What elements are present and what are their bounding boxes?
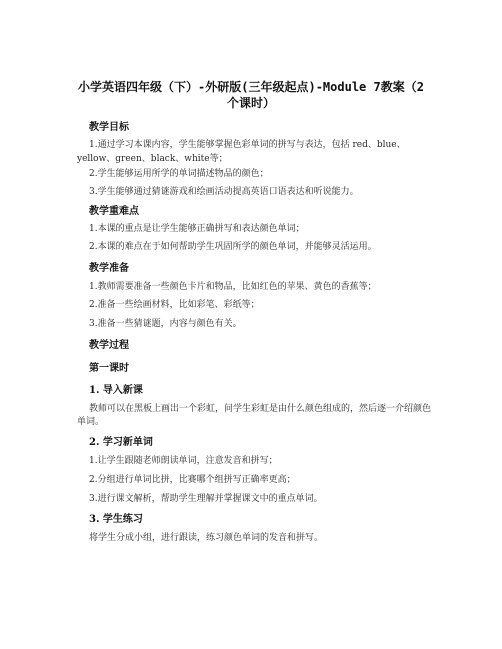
goal-item-1b: yellow、green、black、white等；	[77, 154, 228, 164]
keypoints-heading: 教学重难点	[89, 206, 139, 217]
keypoint-item-1: 1.本课的重点是让学生能够正确拼写和表达颜色单词；	[89, 224, 305, 234]
step-3-heading: 3. 学生练习	[89, 514, 143, 525]
document-title-line-1: 小学英语四年级（下）-外研版(三年级起点)-Module 7教案（2	[78, 80, 424, 94]
step-2-item-3: 3.进行课文解析，帮助学生理解并掌握课文中的重点单词。	[89, 494, 323, 504]
document-title-line-2: 个课时）	[226, 96, 275, 110]
prep-item-1: 1.教师需要准备一些颜色卡片和物品，比如红色的苹果、黄色的香蕉等；	[89, 282, 377, 292]
goal-item-3: 3.学生能够通过猜谜游戏和绘画活动提高英语口语表达和听说能力。	[89, 187, 359, 197]
step-1-heading: 1. 导入新课	[89, 385, 143, 396]
prep-item-2: 2.准备一些绘画材料，比如彩笔、彩纸等；	[89, 300, 260, 310]
goal-item-1a: 1.通过学习本课内容，学生能够掌握色彩单词的拼写与表达，包括 red、blue、	[89, 140, 406, 150]
lesson-1-heading: 第一课时	[89, 363, 129, 374]
process-heading: 教学过程	[89, 340, 129, 351]
prep-heading: 教学准备	[89, 263, 129, 274]
step-2-item-2: 2.分组进行单词比拼，比赛哪个组拼写正确率更高；	[89, 475, 296, 485]
step-2-heading: 2. 学习新单词	[89, 437, 153, 448]
step-2-item-1: 1.让学生跟随老师朗读单词，注意发音和拼写；	[89, 456, 278, 466]
prep-item-3: 3.准备一些猜谜题，内容与颜色有关。	[89, 319, 242, 329]
goal-item-2: 2.学生能够运用所学的单词描述物品的颜色；	[89, 169, 269, 179]
step-1-text: 教师可以在黑板上画出一个彩虹，问学生彩虹是由什么颜色组成的，然后逐一介绍颜色单词。	[77, 404, 432, 427]
keypoint-item-2: 2.本课的难点在于如何帮助学生巩固所学的颜色单词，并能够灵活运用。	[89, 242, 377, 252]
goals-heading: 教学目标	[89, 122, 129, 133]
step-3-text: 将学生分成小组，进行跟读，练习颜色单词的发音和拼写。	[89, 533, 324, 543]
